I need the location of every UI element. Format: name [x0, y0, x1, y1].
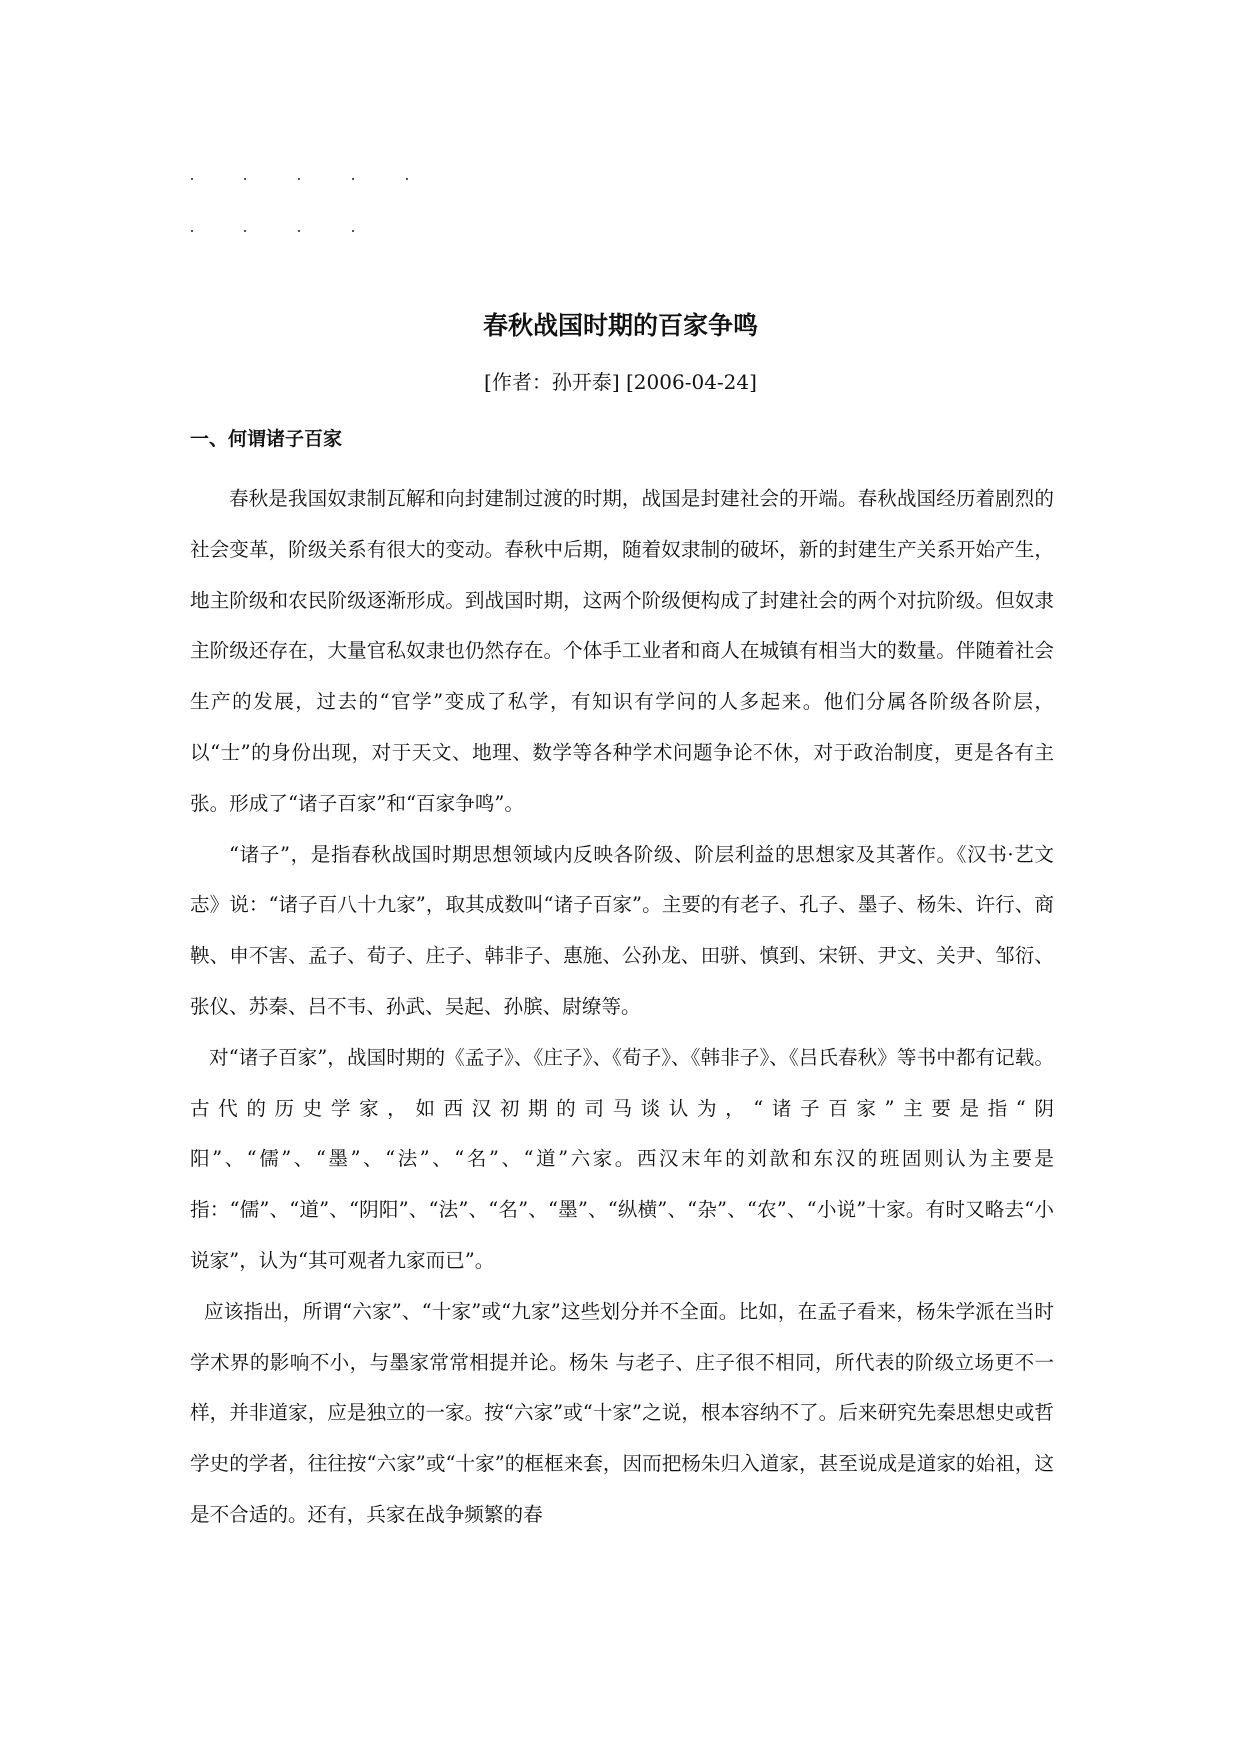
dot-mark	[191, 230, 193, 232]
paragraph-2: “诸子”，是指春秋战国时期思想领域内反映各阶级、阶层利益的思想家及其著作。《汉书·艺文志》说：“诸子百八十九家”，取其成数叫“诸子百家”。主要的有老子、孔子、墨子、杨朱、许行、商鞅、申不害、孟子、荀子、庄子、韩非子、惠施、公孙龙、田骈、慎到、宋钘、尹文、关尹、邹衍、张仪、苏秦、吕不韦、孙武、吴起、孙膑、尉缭等。	[190, 842, 1054, 1018]
dot-mark	[244, 230, 246, 232]
body-text	[190, 474, 1054, 1541]
dot-mark	[406, 178, 408, 180]
dot-mark	[244, 178, 246, 180]
dot-mark	[298, 230, 300, 232]
author-date-line: [作者：孙开泰] [2006-04-24]	[484, 370, 757, 394]
document-title: 春秋战国时期的百家争鸣	[482, 311, 758, 340]
section-heading: 一、何谓诸子百家	[190, 428, 343, 450]
header-dot-marks	[0, 0, 1241, 260]
dot-mark	[298, 178, 300, 180]
paragraph-3: 对“诸子百家”，战国时期的《孟子》、《庄子》、《荀子》、《韩非子》、《吕氏春秋》等书中都有记载。古代的历史学家，如西汉初期的司马谈认为，“诸子百家”主要是指“阴阳”、“儒”、“墨”、“法”、“名”、“道”六家。西汉末年的刘歆和东汉的班固则认为主要是指：“儒”、“道”、“阴阳”、“法”、“名”、“墨”、“纵横”、“杂”、“农”、“小说”十家。有时又略去“小说家”，认为“其可观者九家而已”。	[190, 1045, 1054, 1272]
dot-mark	[352, 178, 354, 180]
paragraph-4: 应该指出，所谓“六家”、“十家”或“九家”这些划分并不全面。比如，在孟子看来，杨朱学派在当时学术界的影响不小，与墨家常常相提并论。杨朱 与老子、庄子很不相同，所代表的阶级立场更不一样，并非道家，应是独立的一家。按“六家”或“十家”之说，根本容纳不了。后来研究先秦思想史或哲学史的学者，往往按“六家”或“十家”的框框来套，因而把杨朱归入道家，甚至说成是道家的始祖，这是不合适的。还有，兵家在战争频繁的春	[190, 1299, 1054, 1526]
dot-mark	[191, 178, 193, 180]
paragraph-1: 春秋是我国奴隶制瓦解和向封建制过渡的时期，战国是封建社会的开端。春秋战国经历着剧烈的社会变革，阶级关系有很大的变动。春秋中后期，随着奴隶制的破坏，新的封建生产关系开始产生，地主阶级和农民阶级逐渐形成。到战国时期，这两个阶级便构成了封建社会的两个对抗阶级。但奴隶主阶级还存在，大量官私奴隶也仍然存在。个体手工业者和商人在城镇有相当大的数量。伴随着社会生产的发展，过去的“官学”变成了私学，有知识有学问的人多起来。他们分属各阶级各阶层，以“士”的身份出现，对于天文、地理、数学等各种学术问题争论不休，对于政治制度，更是各有主张。形成了“诸子百家”和“百家争鸣”。	[190, 487, 1054, 815]
dot-mark	[352, 230, 354, 232]
